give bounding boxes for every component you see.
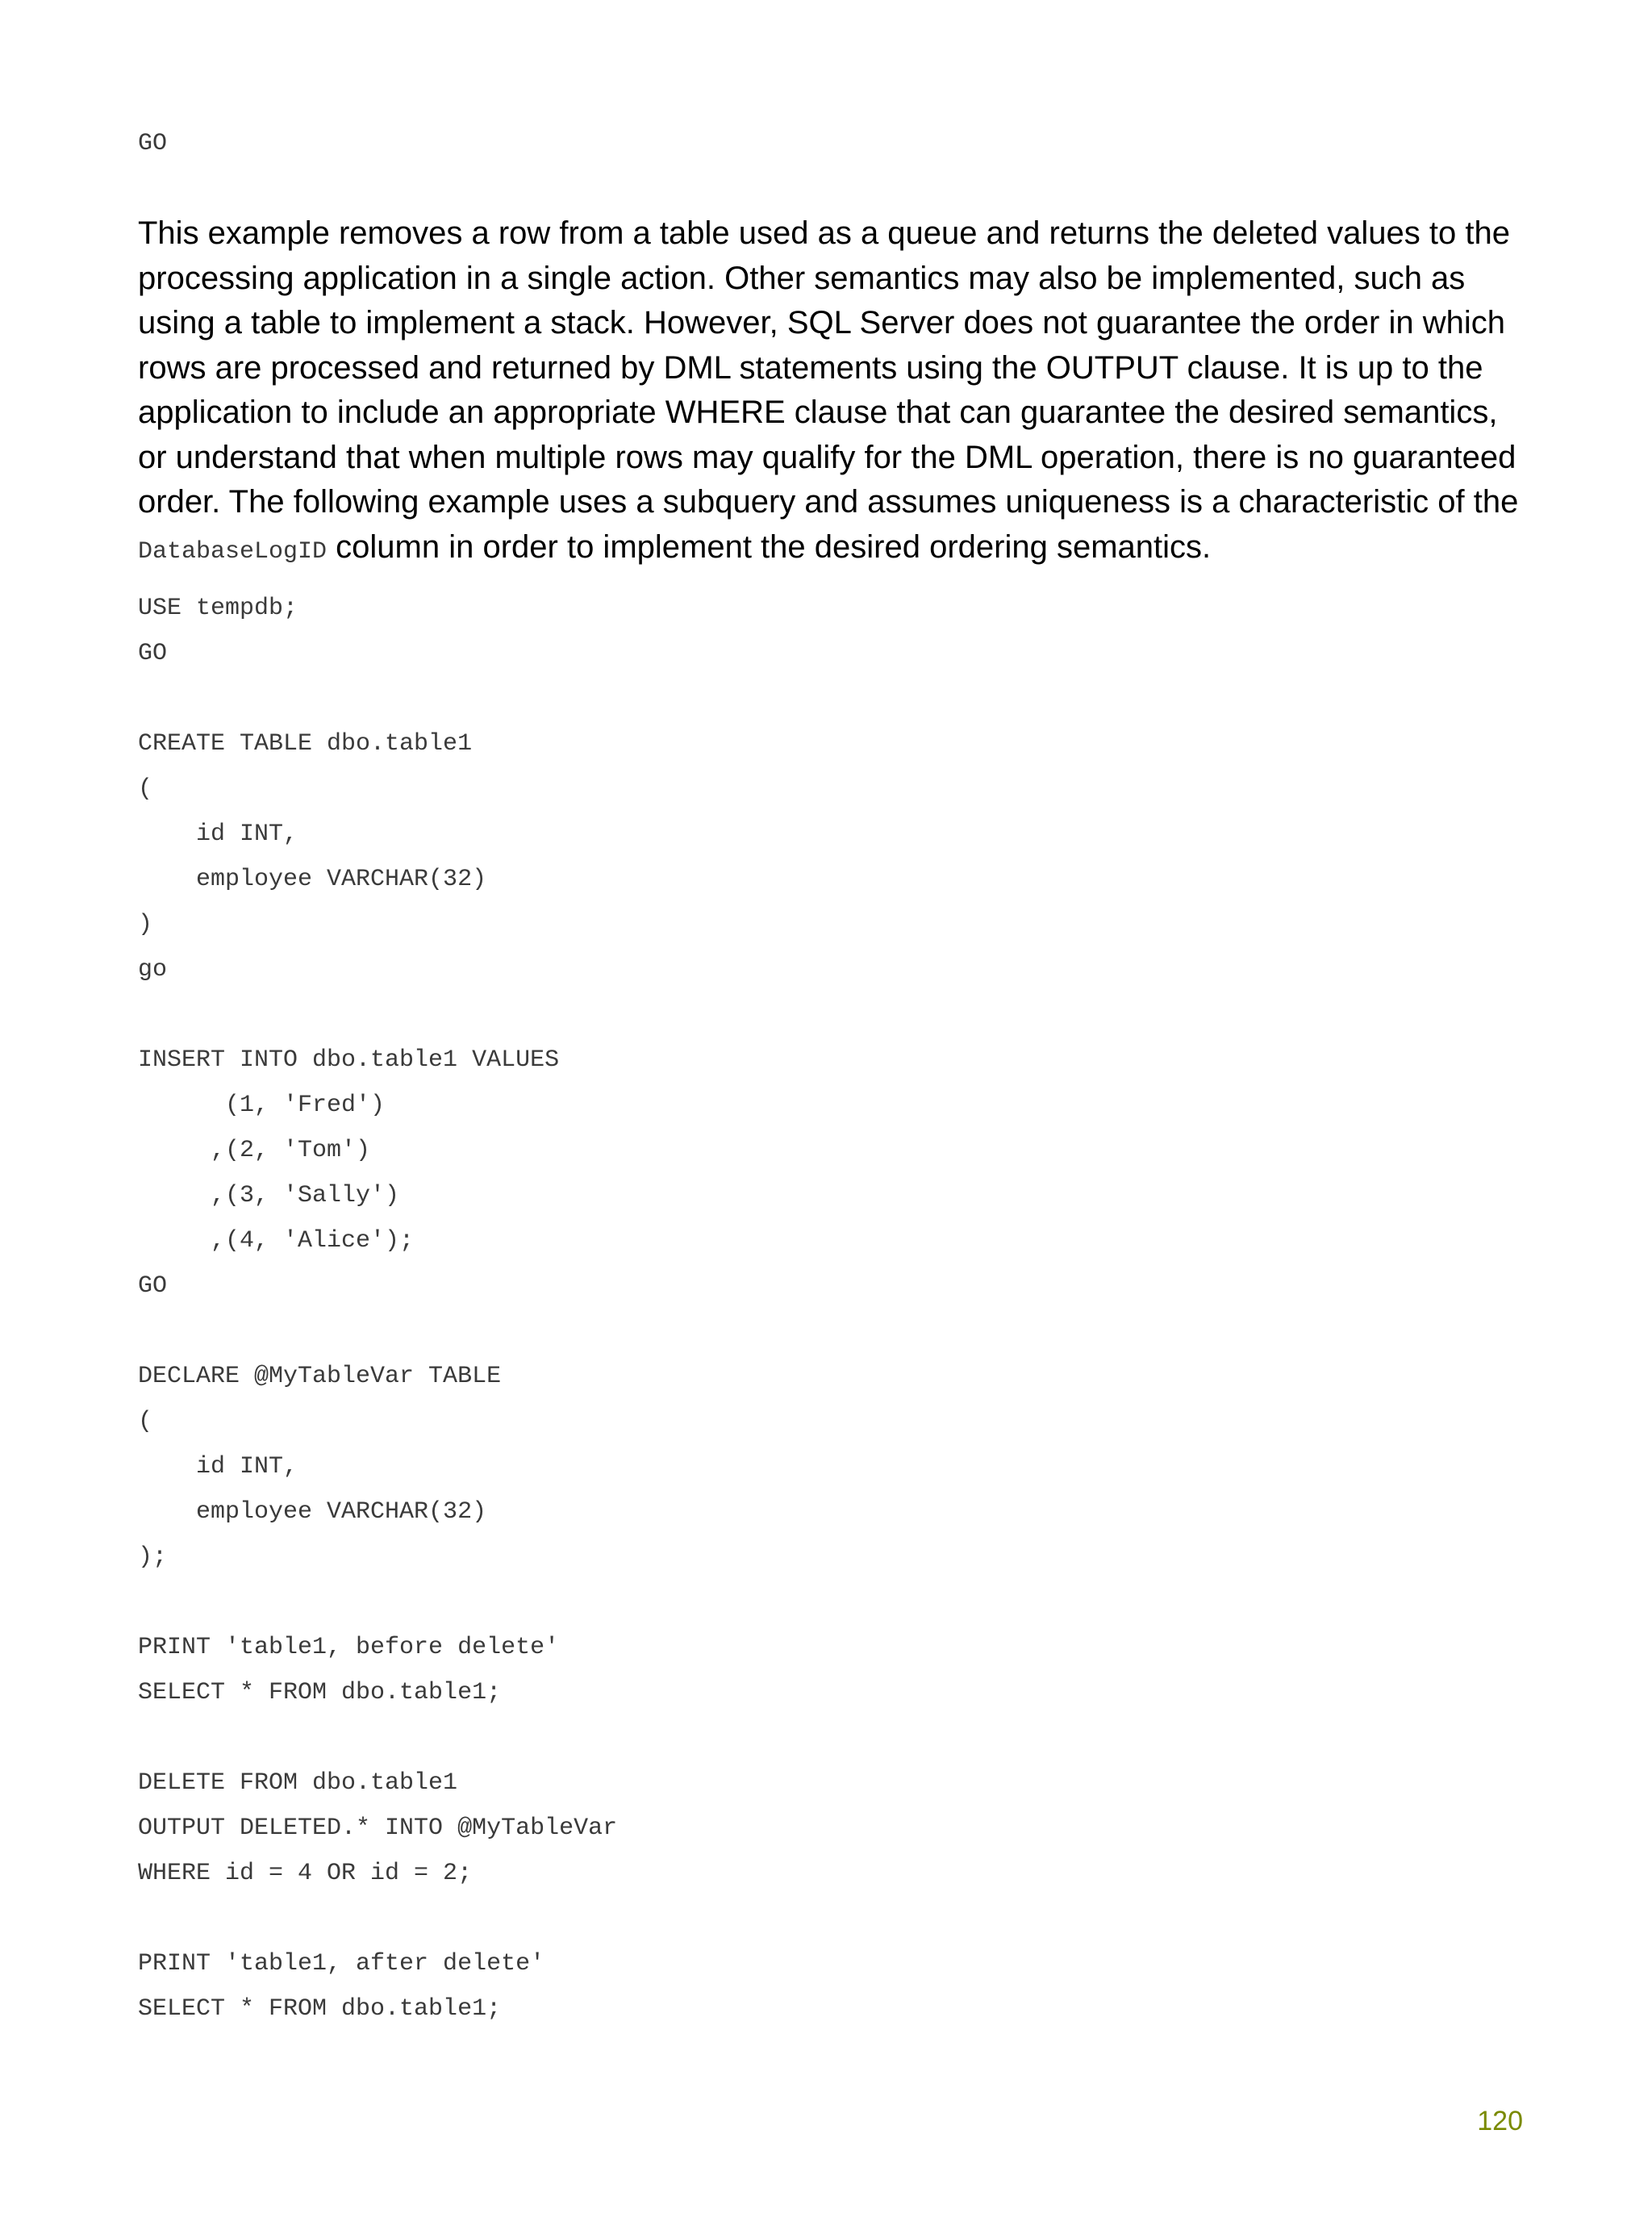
paragraph-text-before: This example removes a row from a table used as a queue and returns the deleted values to the processing application in a single action. Other semantics may also be implemented, such as using a table to implement a stack. However, SQL Server does not guarantee the order in which rows are processed and returned by DML statements using the OUTPUT clause. It is up to the application to include an appropriate WHERE clause that can guarantee the desired semantics, or understand that when multiple rows may qualify for the DML operation, there is no guaranteed order. The following example uses a subquery and assumes uniqueness is a characteristic of the	[138, 215, 1519, 520]
body-paragraph	[138, 211, 1525, 574]
code-block-go: GO	[138, 130, 168, 157]
paragraph-text-after: column in order to implement the desired ordering semantics.	[327, 528, 1212, 565]
inline-code-databaselogid: DatabaseLogID	[138, 537, 327, 566]
code-block-sql-example: USE tempdb; GO CREATE TABLE dbo.table1 ( id INT, employee VARCHAR(32) ) go INSERT INTO dbo.table1 VALUES (1, 'Fred') ,(2, 'Tom') ,(3, 'Sally') ,(4, 'Alice'); GO DECLARE @MyTableVar TABLE ( id INT, employee VARCHAR(32) ); PRINT 'table1, before delete' SELECT * FROM dbo.table1; DELETE FROM dbo.table1 OUTPUT DELETED.* INTO @MyTableVar WHERE id = 4 OR id = 2; PRINT 'table1, after delete' SELECT * FROM dbo.table1;	[138, 595, 618, 2023]
page-number: 120	[1477, 2106, 1523, 2136]
